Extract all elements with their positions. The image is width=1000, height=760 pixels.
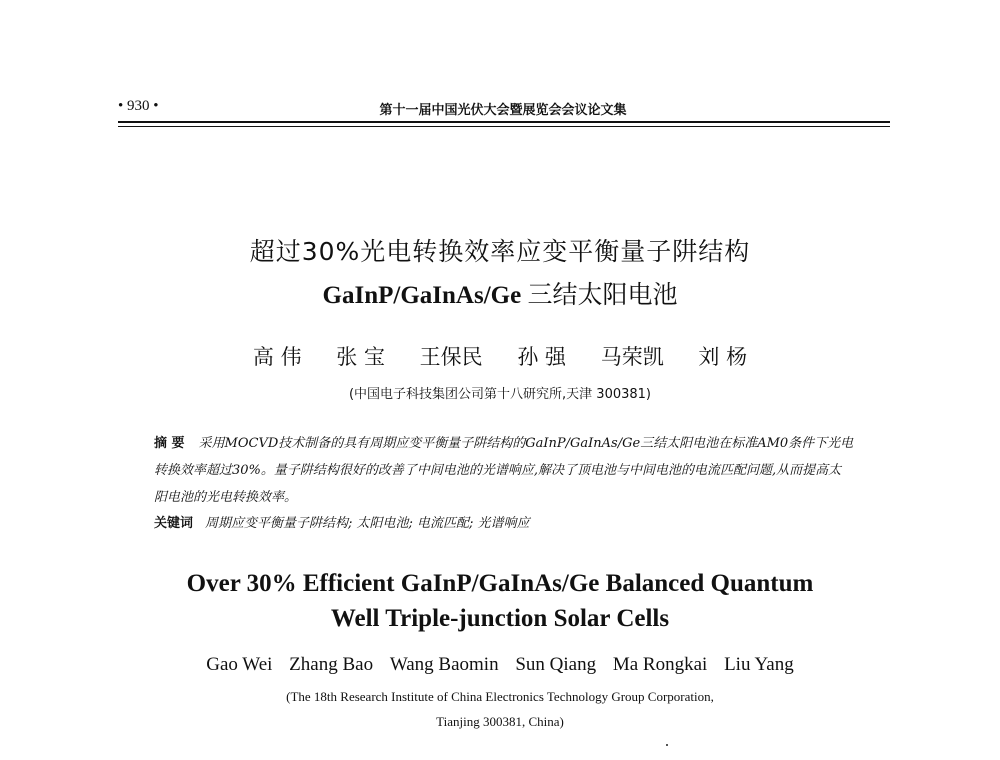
title-cn-line1: 超过30%光电转换效率应变平衡量子阱结构 <box>249 237 751 266</box>
abstract-text: 采用MOCVD技术制备的具有周期应变平衡量子阱结构的GaInP/GaInAs/Ge三结太阳电池在标准AM0条件下光电转换效率超过30%。量子阱结构很好的改善了中间电池的光谱响应,解决了顶电池与中间电池的电流匹配问题,从而提高太阳电池的光电转换效率。 <box>154 436 854 505</box>
author-en: Gao Wei <box>206 654 273 675</box>
author-cn: 王保民 <box>419 345 483 369</box>
scan-speck <box>666 744 668 746</box>
author-cn: 高 伟 <box>252 345 302 369</box>
author-en: Zhang Bao <box>289 654 374 675</box>
author-en: Ma Rongkai <box>612 654 708 675</box>
title-en-line2: Well Triple-junction Solar Cells <box>330 605 670 632</box>
title-cn-formula: GaInP/GaInAs/Ge <box>322 282 528 309</box>
running-header <box>118 98 888 120</box>
abstract-label: 摘 要 <box>154 436 185 451</box>
author-cn: 张 宝 <box>336 345 385 369</box>
header-rule-thick <box>118 121 890 123</box>
author-cn: 刘 杨 <box>698 345 748 369</box>
abstract-cn <box>154 430 854 511</box>
header-rule-thin <box>118 126 890 127</box>
author-en: Wang Baomin <box>389 654 499 675</box>
title-cn-cell-type: 三结太阳电池 <box>527 280 678 309</box>
journal-title: 第十一届中国光伏大会暨展览会会议论文集 <box>379 103 627 118</box>
affiliation-en-line2: Tianjing 300381, China) <box>436 714 564 729</box>
keywords-label: 关键词 <box>154 516 194 531</box>
affiliation-en-line1: (The 18th Research Institute of China Electronics Technology Group Corporation, <box>286 689 714 704</box>
authors-cn <box>0 341 1000 371</box>
affiliation-cn: (中国电子科技集团公司第十八研究所,天津 300381) <box>348 387 652 402</box>
author-en: Sun Qiang <box>515 654 597 675</box>
authors-en <box>0 654 1000 676</box>
author-cn: 马荣凯 <box>600 345 664 369</box>
page-number: • 930 • <box>118 98 159 114</box>
author-en: Liu Yang <box>724 654 794 675</box>
title-en-line1: Over 30% Efficient GaInP/GaInAs/Ge Balanced Quantum <box>186 570 814 597</box>
keywords-text: 周期应变平衡量子阱结构; 太阳电池; 电流匹配; 光谱响应 <box>205 516 530 531</box>
title-cn-line2 <box>0 275 1000 311</box>
keywords-cn <box>154 512 854 531</box>
author-cn: 孙 强 <box>517 345 567 369</box>
